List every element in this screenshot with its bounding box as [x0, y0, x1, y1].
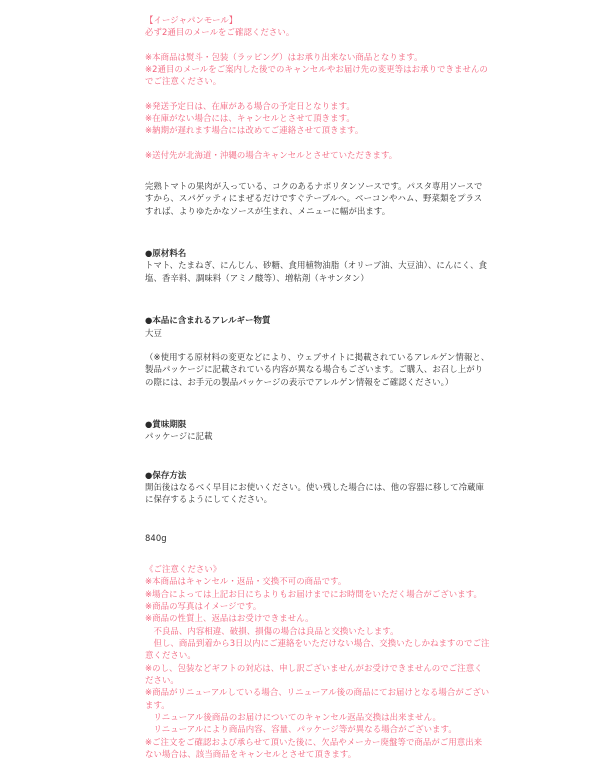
spacer	[145, 544, 490, 563]
spacer	[145, 217, 490, 247]
spacer	[145, 443, 490, 469]
allergens-heading: ●本品に含まれるアレルギー物質	[145, 315, 271, 326]
caution-sub-line: 但し、商品到着から3日以内にご連絡をいただけない場合、交換いたしかねますのでご注意ください。	[145, 638, 490, 661]
confirm-mail-notice: 必ず2通目のメールをご確認ください。	[145, 27, 295, 38]
caution-section	[145, 563, 490, 760]
caution-heading: 《ご注意ください》	[145, 563, 222, 574]
no-wrapping-notice: ※本商品は熨斗・包装（ラッピング）はお承り出来ない商品となります。	[145, 51, 423, 62]
storage-heading: ●保存方法	[145, 469, 187, 480]
description-body: 完熟トマトの果肉が入っている、コクのあるナポリタンソースです。パスタ専用ソースですから、スパゲッティにまぜるだけですぐテーブルへ。ベーコンやハム、野菜類をプラスすれば、よりゆたかなソースが生まれ、メニューに幅が出ます。	[145, 181, 483, 216]
best-before-section	[145, 418, 490, 443]
best-before-heading: ●賞味期限	[145, 418, 187, 429]
delay-notice: ※納期が遅れます場合には改めてご連絡させて頂きます。	[145, 125, 364, 136]
spacer	[145, 506, 490, 532]
ingredients-heading: ●原材料名	[145, 248, 187, 259]
allergens-note: （※使用する原材料の変更などにより、ウェブサイトに掲載されているアレルゲン情報と、製品パッケージに記載されている内容が異なる場合もございます。ご購入、お召し上がりの際には、お手元の製品パッケージの表示でアレルゲン情報をご確認ください。）	[145, 351, 490, 387]
weight-value: 840g	[145, 532, 167, 543]
description-section	[145, 180, 490, 217]
caution-line: ※商品の性質上、返品はお受けできません。	[145, 613, 314, 624]
caution-sub-line: 不良品、内容相違、破損、損傷の場合は良品と交換いたします。	[145, 625, 399, 636]
spacer	[145, 39, 490, 51]
no-change-after-mail-notice: ※2通目のメールをご案内した後でのキャンセルやお届け先の変更等はお承りできませんのでご注意ください。	[145, 64, 488, 87]
spacer	[145, 161, 490, 180]
allergens-section	[145, 314, 490, 388]
caution-sub-line: リニューアルにより商品内容、容量、パッケージ等が異なる場合がございます。	[145, 724, 457, 735]
ingredients-body: トマト、たまねぎ、にんじん、砂糖、食用植物油脂（オリーブ油、大豆油）、にんにく、食塩、香辛料、調味料（アミノ酸等）、増粘剤（キサンタン）	[145, 260, 488, 283]
shop-tag: 【イージャパンモール】	[145, 15, 238, 25]
allergens-body: 大豆	[145, 327, 162, 338]
top-notice-section	[145, 14, 490, 161]
spacer	[145, 88, 490, 100]
caution-line: ※本商品はキャンセル・返品・交換不可の商品です。	[145, 576, 347, 587]
caution-line: ※ご注文をご確認および承らせて頂いた後に、欠品やメーカー廃盤等で商品がご用意出来ない場合は、該当商品をキャンセルとさせて頂きます。	[145, 736, 483, 760]
spacer	[145, 388, 490, 418]
ship-date-notice: ※発送予定日は、在庫がある場合の予定日となります。	[145, 100, 355, 111]
caution-line: ※場合によっては上記お日にちよりもお届けまでにお時間をいただく場合がございます。	[145, 588, 482, 599]
storage-section	[145, 469, 490, 506]
region-cancel-notice: ※送付先が北海道・沖縄の場合キャンセルとさせていただきます。	[145, 149, 398, 160]
best-before-body: パッケージに記載	[145, 431, 213, 442]
weight-section	[145, 532, 490, 544]
spacer	[145, 137, 490, 149]
caution-line: ※のし、包装などギフトの対応は、申し訳ございませんがお受けできませんのでご注意ください。	[145, 662, 483, 686]
caution-sub-line: リニューアル後商品のお届けについてのキャンセル返品交換は出来ません。	[145, 712, 442, 723]
storage-body: 開缶後はなるべく早目にお使いください。使い残した場合には、他の容器に移して冷蔵庫に保存するようにしてください。	[145, 481, 484, 505]
caution-line: ※商品がリニューアルしている場合、リニューアル後の商品にてお届けとなる場合がございます。	[145, 687, 490, 710]
content-column	[145, 14, 490, 760]
no-stock-notice: ※在庫がない場合には、キャンセルとさせて頂きます。	[145, 113, 355, 124]
ingredients-section	[145, 247, 490, 284]
caution-line: ※商品の写真はイメージです。	[145, 600, 262, 611]
spacer	[145, 284, 490, 314]
spacer	[145, 339, 490, 351]
